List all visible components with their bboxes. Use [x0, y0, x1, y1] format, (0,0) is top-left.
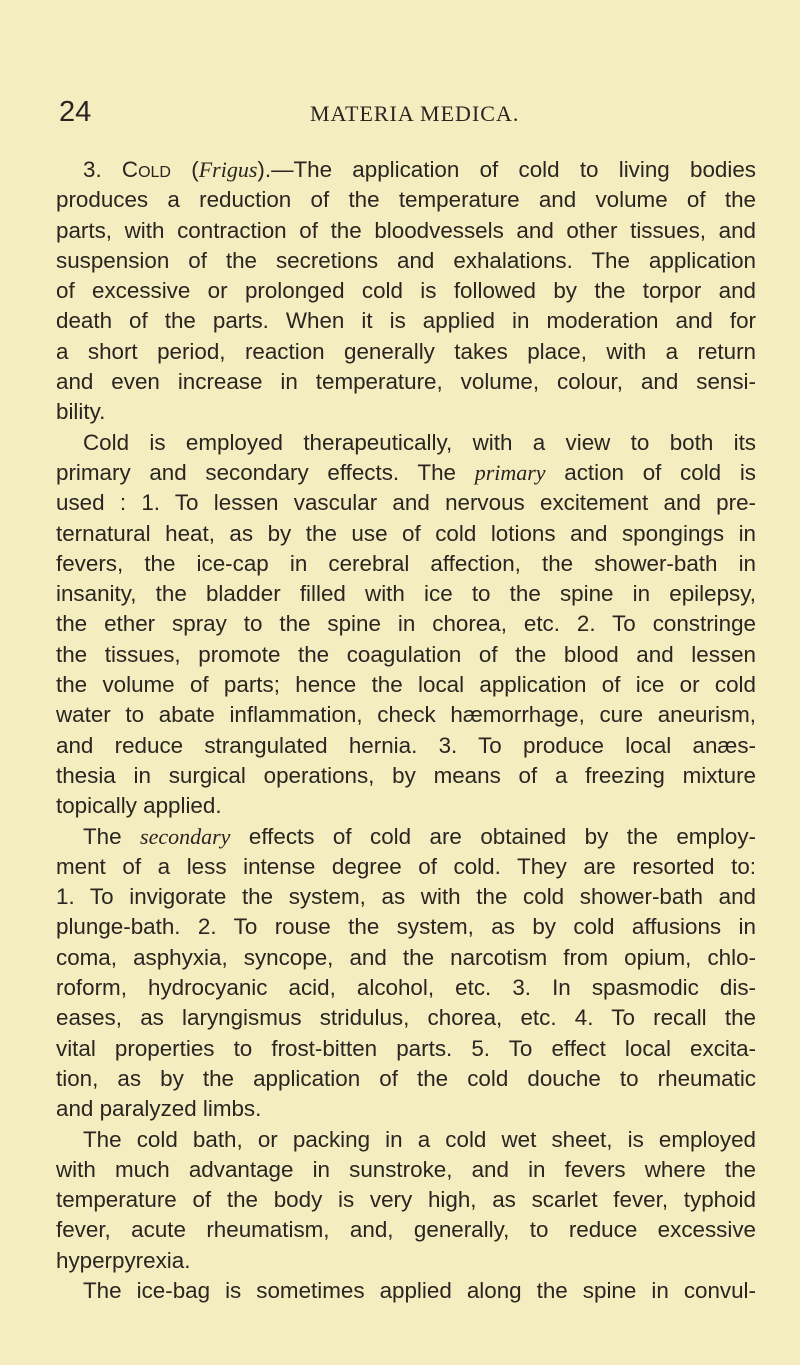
running-head: MATERIA MEDICA. — [310, 101, 520, 126]
text-line — [56, 458, 756, 488]
text-line: plunge-bath. 2. To rouse the system, as by cold affusions in — [56, 914, 756, 940]
text-line: bility. — [56, 399, 106, 425]
text-line: produces a reduction of the temperature and volume of the — [56, 187, 756, 213]
latin-name: Frigus — [198, 157, 258, 182]
text-line: a short period, reaction generally takes place, with a return — [56, 338, 756, 364]
text-line: and reduce strangulated hernia. 3. To produce local anæs- — [56, 732, 756, 758]
paragraph-therapeutic-use — [56, 428, 756, 822]
text-fragment: effects of cold are obtained by the employ- — [230, 823, 756, 849]
text-line: roform, hydrocyanic acid, alcohol, etc. 3. In spasmodic dis- — [56, 975, 756, 1001]
text-line: coma, asphyxia, syncope, and the narcotism from opium, chlo- — [56, 944, 756, 970]
text-line: thesia in surgical operations, by means of a freezing mixture — [56, 762, 756, 788]
text-line: insanity, the bladder filled with ice to the spine in epilepsy, — [56, 581, 756, 607]
text-line: water to abate inflammation, check hæmorrhage, cure aneurism, — [56, 702, 756, 728]
text-line: the ether spray to the spine in chorea, etc. 2. To constringe — [56, 611, 756, 637]
text-line: ment of a less intense degree of cold. They are resorted to: — [56, 853, 756, 879]
text-line: Cold is employed therapeutically, with a view to both its — [83, 429, 756, 455]
text-line: fevers, the ice-cap in cerebral affection, the shower-bath in — [56, 550, 756, 576]
text-line: vital properties to frost-bitten parts. 5. To effect local excita- — [56, 1035, 756, 1061]
text-line: ternatural heat, as by the use of cold lotions and spongings in — [56, 520, 756, 546]
paragraph-cold-bath — [56, 1125, 756, 1276]
text-line: suspension of the secretions and exhalations. The application — [56, 247, 756, 273]
text-line — [56, 822, 756, 852]
text-line: eases, as laryngismus stridulus, chorea, etc. 4. To recall the — [56, 1005, 756, 1031]
text-line: topically applied. — [56, 793, 222, 819]
text-line: fever, acute rheumatism, and, generally, to reduce excessive — [56, 1217, 756, 1243]
text-line: the tissues, promote the coagulation of the blood and lessen — [56, 641, 756, 667]
text-line: used : 1. To lessen vascular and nervous excitement and pre- — [56, 490, 756, 516]
text-line: 1. To invigorate the system, as with the cold shower-bath and — [56, 884, 756, 910]
text-fragment: ( — [171, 157, 199, 182]
text-line: temperature of the body is very high, as scarlet fever, typhoid — [56, 1187, 756, 1213]
text-line: hyperpyrexia. — [56, 1247, 191, 1273]
emphasis-primary: primary — [474, 459, 546, 485]
section-heading: Cold — [121, 157, 171, 182]
emphasis-secondary: secondary — [140, 823, 231, 849]
body-text — [56, 155, 756, 1306]
text-line: of excessive or prolonged cold is followed by the torpor and — [56, 278, 756, 304]
text-line: tion, as by the application of the cold douche to rheumatic — [56, 1065, 756, 1091]
text-line: parts, with contraction of the bloodvessels and other tissues, and — [56, 217, 756, 243]
text-fragment: ).—The application of cold to living bodies — [257, 157, 756, 182]
text-line: the volume of parts; hence the local application of ice or cold — [56, 672, 756, 698]
paragraph-cold-definition — [56, 155, 756, 428]
text-line — [56, 155, 756, 185]
text-line: with much advantage in sunstroke, and in fevers where the — [56, 1156, 756, 1182]
text-fragment: The — [83, 823, 141, 849]
section-number: 3. — [83, 157, 122, 182]
text-line: and even increase in temperature, volume, colour, and sensi- — [56, 369, 756, 395]
text-fragment: primary and secondary effects. The — [56, 459, 475, 485]
text-line: The ice-bag is sometimes applied along the spine in convul- — [83, 1277, 756, 1303]
text-line: The cold bath, or packing in a cold wet sheet, is employed — [83, 1126, 756, 1152]
text-line: and paralyzed limbs. — [56, 1096, 262, 1122]
text-line: death of the parts. When it is applied in moderation and for — [56, 308, 756, 334]
page-header — [0, 96, 800, 136]
text-fragment: action of cold is — [545, 459, 756, 485]
paragraph-secondary-effects — [56, 822, 756, 1125]
paragraph-ice-bag — [56, 1276, 756, 1306]
page-number: 24 — [59, 96, 92, 128]
